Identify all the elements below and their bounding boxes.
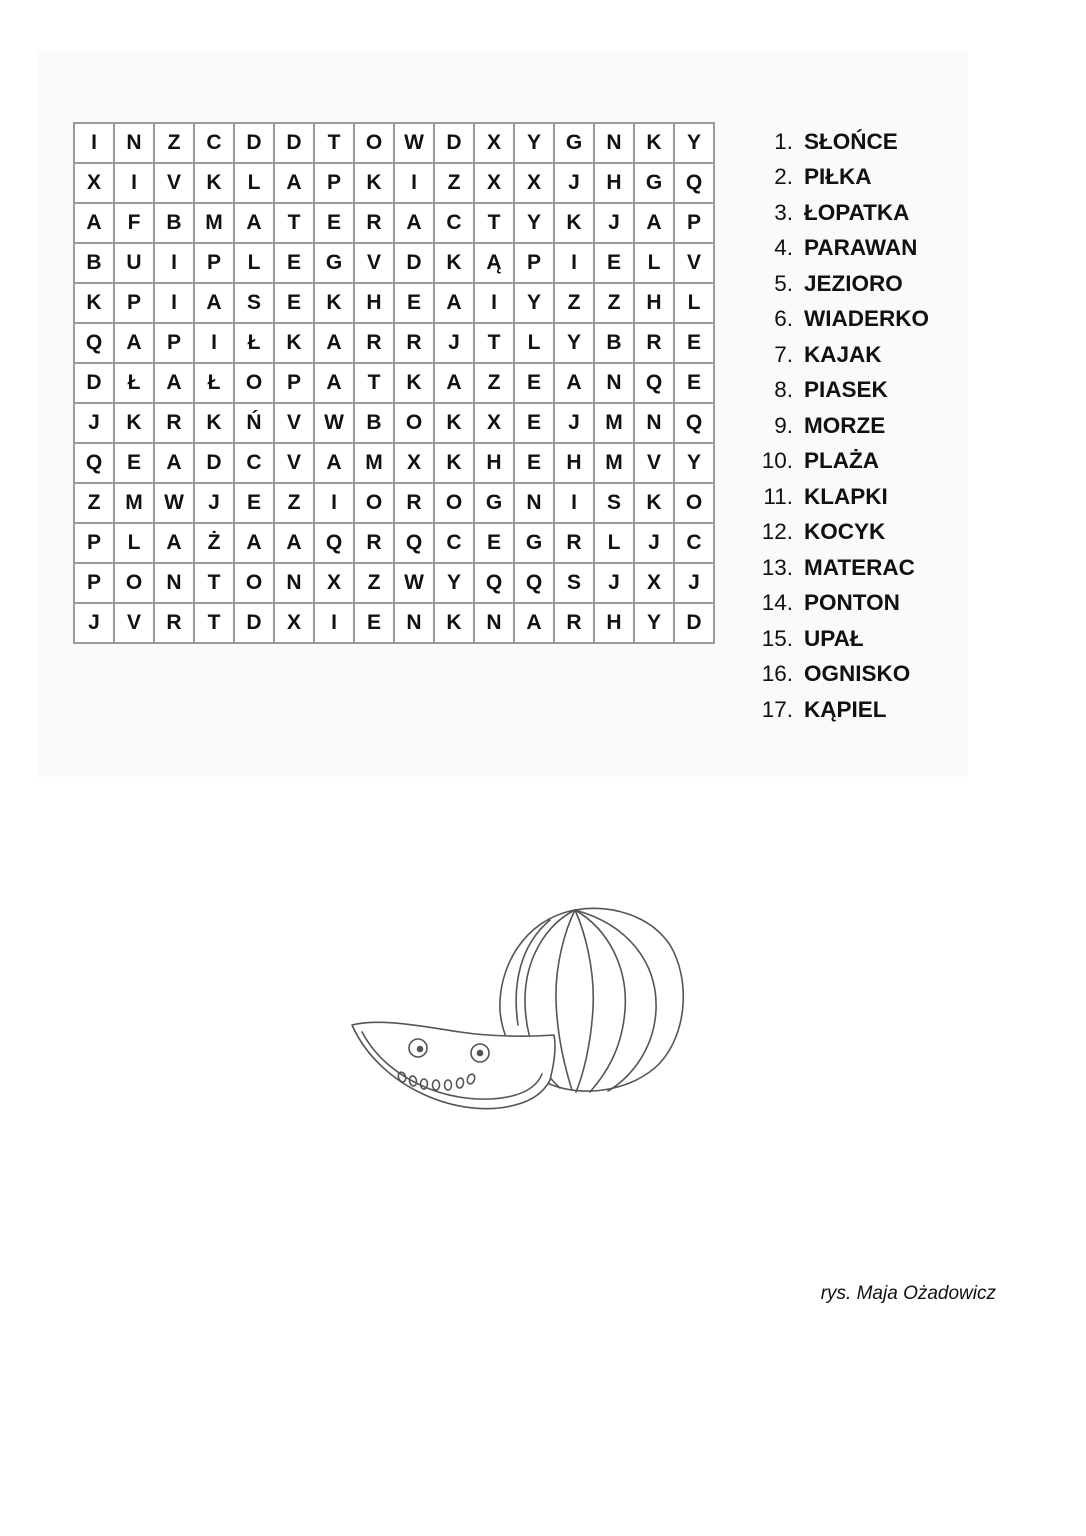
grid-cell[interactable]: Ą [474,243,514,283]
grid-cell[interactable]: Q [474,563,514,603]
word-text: KLAPKI [804,483,888,509]
grid-cell[interactable]: P [514,243,554,283]
word-number: 1. [774,128,793,154]
grid-cell[interactable]: E [474,523,514,563]
grid-cell[interactable]: M [594,403,634,443]
grid-cell[interactable]: P [314,163,354,203]
grid-cell[interactable]: X [394,443,434,483]
grid-row [74,283,714,323]
grid-cell[interactable]: E [514,363,554,403]
grid-cell[interactable]: P [114,283,154,323]
grid-row [74,563,714,603]
grid-cell[interactable]: L [634,243,674,283]
grid-cell[interactable]: B [154,203,194,243]
grid-cell[interactable]: Y [514,123,554,163]
grid-cell[interactable]: E [514,403,554,443]
grid-cell[interactable]: D [234,603,274,643]
grid-cell[interactable]: E [234,483,274,523]
grid-cell[interactable]: T [354,363,394,403]
grid-cell[interactable]: R [554,603,594,643]
grid-cell[interactable]: R [554,523,594,563]
grid-cell[interactable]: Q [514,563,554,603]
grid-cell[interactable]: I [194,323,234,363]
word-number: 10. [761,448,793,474]
grid-cell[interactable]: Ł [234,323,274,363]
grid-cell[interactable]: E [314,203,354,243]
grid-cell[interactable]: K [74,283,114,323]
word-text: KOCYK [804,519,886,545]
word-text: UPAŁ [804,625,864,651]
grid-cell[interactable]: N [474,603,514,643]
grid-cell[interactable]: L [234,163,274,203]
word-list-item [752,586,929,622]
grid-cell[interactable]: I [554,243,594,283]
grid-cell[interactable]: D [394,243,434,283]
grid-cell[interactable]: K [394,363,434,403]
grid-cell[interactable]: T [474,323,514,363]
grid-cell[interactable]: E [514,443,554,483]
grid-cell[interactable]: T [194,563,234,603]
grid-cell[interactable]: L [234,243,274,283]
watermelon-stripe [556,910,575,1090]
word-number: 11. [763,483,793,509]
grid-cell[interactable]: A [154,443,194,483]
illustration-credit: rys. Maja Ożadowicz [820,1283,996,1304]
watermelon-stripe [575,910,593,1092]
grid-row [74,163,714,203]
grid-cell[interactable]: B [594,323,634,363]
grid-cell[interactable]: R [354,203,394,243]
word-text: PIASEK [804,377,888,403]
grid-cell[interactable]: X [634,563,674,603]
grid-cell[interactable]: A [234,523,274,563]
grid-cell[interactable]: K [194,163,234,203]
grid-cell[interactable]: X [314,563,354,603]
grid-cell[interactable]: R [154,403,194,443]
grid-cell[interactable]: O [354,483,394,523]
grid-cell[interactable]: K [634,123,674,163]
grid-cell[interactable]: W [154,483,194,523]
grid-cell[interactable]: K [554,203,594,243]
word-text: KĄPIEL [804,696,887,722]
grid-cell[interactable]: H [354,283,394,323]
word-list-item [752,302,929,338]
grid-cell[interactable]: Z [474,363,514,403]
grid-cell[interactable]: C [434,203,474,243]
word-list-item [752,373,929,409]
grid-cell[interactable]: S [234,283,274,323]
grid-cell[interactable]: N [394,603,434,643]
word-text: KAJAK [804,341,882,367]
grid-cell[interactable]: H [474,443,514,483]
grid-cell[interactable]: U [114,243,154,283]
word-list-item [752,231,929,267]
grid-cell[interactable]: C [194,123,234,163]
grid-cell[interactable]: A [114,323,154,363]
grid-cell[interactable]: A [154,523,194,563]
grid-cell[interactable]: S [594,483,634,523]
grid-cell[interactable]: J [434,323,474,363]
grid-cell[interactable]: L [594,523,634,563]
grid-cell[interactable]: A [74,203,114,243]
word-number: 6. [774,306,793,332]
word-list-item [752,160,929,196]
grid-cell[interactable]: J [74,603,114,643]
grid-cell[interactable]: O [434,483,474,523]
grid-cell[interactable]: O [354,123,394,163]
grid-cell[interactable]: H [594,163,634,203]
word-list-item [752,515,929,551]
grid-cell[interactable]: L [514,323,554,363]
grid-cell[interactable]: Q [314,523,354,563]
grid-cell[interactable]: Z [554,283,594,323]
grid-cell[interactable]: V [274,403,314,443]
grid-cell[interactable]: K [114,403,154,443]
word-list-item [752,621,929,657]
grid-cell[interactable]: W [314,403,354,443]
grid-cell[interactable]: Y [554,323,594,363]
grid-cell[interactable]: A [194,283,234,323]
grid-cell[interactable]: P [194,243,234,283]
grid-row [74,363,714,403]
grid-cell[interactable]: I [314,483,354,523]
grid-cell[interactable]: R [394,323,434,363]
grid-cell[interactable]: Y [674,443,714,483]
grid-cell[interactable]: Ń [234,403,274,443]
word-text: PONTON [804,590,900,616]
grid-cell[interactable]: F [114,203,154,243]
grid-cell[interactable]: A [634,203,674,243]
grid-cell[interactable]: N [274,563,314,603]
word-text: JEZIORO [804,270,903,296]
word-number: 16. [761,661,793,687]
grid-cell[interactable]: C [434,523,474,563]
grid-cell[interactable]: W [394,123,434,163]
grid-cell[interactable]: J [594,203,634,243]
word-list-item [752,266,929,302]
grid-cell[interactable]: N [514,483,554,523]
word-text: MATERAC [804,554,915,580]
grid-cell[interactable]: E [674,323,714,363]
grid-cell[interactable]: Ż [194,523,234,563]
grid-cell[interactable]: I [154,283,194,323]
grid-cell[interactable]: V [674,243,714,283]
word-number: 14. [761,590,793,616]
grid-cell[interactable]: X [74,163,114,203]
watermelon-stripe [575,910,625,1092]
word-number: 13. [761,554,793,580]
word-text: ŁOPATKA [804,199,910,225]
grid-cell[interactable]: E [594,243,634,283]
grid-cell[interactable]: J [194,483,234,523]
grid-cell[interactable]: I [554,483,594,523]
grid-cell[interactable]: O [114,563,154,603]
grid-cell[interactable]: T [474,203,514,243]
grid-cell[interactable]: E [394,283,434,323]
grid-cell[interactable]: D [74,363,114,403]
grid-row [74,123,714,163]
grid-cell[interactable]: Y [514,283,554,323]
grid-cell[interactable]: Ł [114,363,154,403]
grid-cell[interactable]: K [634,483,674,523]
grid-cell[interactable]: E [354,603,394,643]
grid-cell[interactable]: Q [74,323,114,363]
grid-cell[interactable]: A [274,163,314,203]
grid-cell[interactable]: P [74,523,114,563]
grid-cell[interactable]: O [394,403,434,443]
grid-cell[interactable]: A [234,203,274,243]
grid-cell[interactable]: K [434,443,474,483]
grid-cell[interactable]: A [434,283,474,323]
word-number: 9. [774,412,793,438]
grid-cell[interactable]: A [314,363,354,403]
grid-cell[interactable]: H [634,283,674,323]
grid-cell[interactable]: G [474,483,514,523]
grid-cell[interactable]: C [674,523,714,563]
grid-cell[interactable]: K [434,243,474,283]
grid-cell[interactable]: E [274,283,314,323]
word-text: PARAWAN [804,235,918,261]
grid-cell[interactable]: N [594,363,634,403]
word-list-item [752,657,929,693]
word-text: OGNISKO [804,661,911,687]
grid-cell[interactable]: D [674,603,714,643]
word-text: WIADERKO [804,306,929,332]
grid-cell[interactable]: X [274,603,314,643]
grid-cell[interactable]: V [634,443,674,483]
grid-cell[interactable]: T [314,123,354,163]
grid-cell[interactable]: E [674,363,714,403]
grid-cell[interactable]: D [194,443,234,483]
grid-cell[interactable]: Q [674,163,714,203]
grid-cell[interactable]: Z [154,123,194,163]
grid-cell[interactable]: Y [434,563,474,603]
grid-cell[interactable]: I [74,123,114,163]
word-text: MORZE [804,412,886,438]
grid-row [74,443,714,483]
grid-cell[interactable]: R [394,483,434,523]
grid-cell[interactable]: M [114,483,154,523]
grid-cell[interactable]: I [314,603,354,643]
grid-cell[interactable]: G [634,163,674,203]
grid-cell[interactable]: D [434,123,474,163]
grid-cell[interactable]: V [354,243,394,283]
grid-cell[interactable]: P [674,203,714,243]
word-number: 3. [774,199,793,225]
grid-cell[interactable]: O [674,483,714,523]
grid-row [74,323,714,363]
grid-row [74,243,714,283]
grid-cell[interactable]: V [114,603,154,643]
grid-cell[interactable]: Z [74,483,114,523]
grid-cell[interactable]: I [114,163,154,203]
grid-cell[interactable]: Y [634,603,674,643]
word-number: 2. [774,164,793,190]
word-number: 17. [761,696,793,722]
grid-cell[interactable]: K [194,403,234,443]
grid-cell[interactable]: Q [394,523,434,563]
grid-cell[interactable]: A [314,443,354,483]
grid-cell[interactable]: X [474,403,514,443]
grid-cell[interactable]: J [554,163,594,203]
grid-cell[interactable]: W [394,563,434,603]
grid-cell[interactable]: D [274,123,314,163]
grid-row [74,483,714,523]
word-text: PIŁKA [804,164,872,190]
grid-cell[interactable]: N [154,563,194,603]
grid-cell[interactable]: Z [594,283,634,323]
grid-cell[interactable]: C [234,443,274,483]
grid-cell[interactable]: K [434,403,474,443]
grid-cell[interactable]: A [514,603,554,643]
grid-cell[interactable]: K [274,323,314,363]
word-list-item [752,337,929,373]
grid-cell[interactable]: A [154,363,194,403]
grid-cell[interactable]: N [114,123,154,163]
grid-cell[interactable]: R [634,323,674,363]
grid-cell[interactable]: M [194,203,234,243]
grid-cell[interactable]: T [274,203,314,243]
word-number: 5. [774,270,793,296]
grid-cell[interactable]: A [394,203,434,243]
grid-cell[interactable]: K [354,163,394,203]
word-text: PLAŻA [804,448,879,474]
word-list [752,124,929,728]
grid-cell[interactable]: Z [354,563,394,603]
watermelon-illustration [340,860,700,1130]
word-list-item [752,408,929,444]
grid-cell[interactable]: A [554,363,594,403]
word-list-item [752,444,929,480]
grid-cell[interactable]: J [554,403,594,443]
grid-cell[interactable]: P [154,323,194,363]
grid-cell[interactable]: G [514,523,554,563]
grid-cell[interactable]: X [474,123,514,163]
grid-cell[interactable]: I [394,163,434,203]
grid-cell[interactable]: Y [514,203,554,243]
word-number: 7. [774,341,793,367]
grid-row [74,403,714,443]
grid-cell[interactable]: E [274,243,314,283]
grid-cell[interactable]: N [594,123,634,163]
grid-row [74,603,714,643]
grid-cell[interactable]: V [274,443,314,483]
grid-cell[interactable]: Q [74,443,114,483]
grid-cell[interactable]: P [74,563,114,603]
grid-cell[interactable]: O [234,363,274,403]
grid-cell[interactable]: Q [674,403,714,443]
grid-cell[interactable]: J [634,523,674,563]
grid-cell[interactable]: M [354,443,394,483]
grid-cell[interactable]: J [74,403,114,443]
word-number: 4. [774,235,793,261]
grid-cell[interactable]: Z [434,163,474,203]
grid-cell[interactable]: H [594,603,634,643]
grid-cell[interactable]: A [274,523,314,563]
grid-cell[interactable]: I [154,243,194,283]
word-list-item [752,124,929,160]
grid-cell[interactable]: E [114,443,154,483]
grid-cell[interactable]: D [234,123,274,163]
grid-cell[interactable]: P [274,363,314,403]
grid-cell[interactable]: N [634,403,674,443]
word-text: SŁOŃCE [804,128,898,154]
grid-cell[interactable]: H [554,443,594,483]
grid-cell[interactable]: B [354,403,394,443]
grid-cell[interactable]: R [354,523,394,563]
grid-cell[interactable]: X [514,163,554,203]
word-number: 15. [761,625,793,651]
grid-cell[interactable]: J [674,563,714,603]
grid-cell[interactable]: L [674,283,714,323]
grid-row [74,203,714,243]
word-list-item [752,550,929,586]
grid-cell[interactable]: K [434,603,474,643]
word-list-item [752,692,929,728]
grid-cell[interactable]: B [74,243,114,283]
grid-cell[interactable]: Z [274,483,314,523]
grid-row [74,523,714,563]
grid-cell[interactable]: R [154,603,194,643]
grid-cell[interactable]: I [474,283,514,323]
grid-cell[interactable]: R [354,323,394,363]
watermelon-stripe [575,910,656,1091]
grid-cell[interactable]: M [594,443,634,483]
grid-cell[interactable]: V [154,163,194,203]
grid-cell[interactable]: O [234,563,274,603]
grid-cell[interactable]: G [554,123,594,163]
word-list-item [752,195,929,231]
grid-cell[interactable]: Y [674,123,714,163]
grid-cell[interactable]: X [474,163,514,203]
word-search-grid [73,122,715,644]
grid-cell[interactable]: K [314,283,354,323]
grid-cell[interactable]: A [314,323,354,363]
word-number: 8. [774,377,793,403]
grid-cell[interactable]: L [114,523,154,563]
word-list-item [752,479,929,515]
grid-cell[interactable]: J [594,563,634,603]
grid-cell[interactable]: Q [634,363,674,403]
grid-cell[interactable]: T [194,603,234,643]
grid-cell[interactable]: A [434,363,474,403]
grid-cell[interactable]: S [554,563,594,603]
grid-cell[interactable]: Ł [194,363,234,403]
word-number: 12. [761,519,793,545]
grid-cell[interactable]: G [314,243,354,283]
